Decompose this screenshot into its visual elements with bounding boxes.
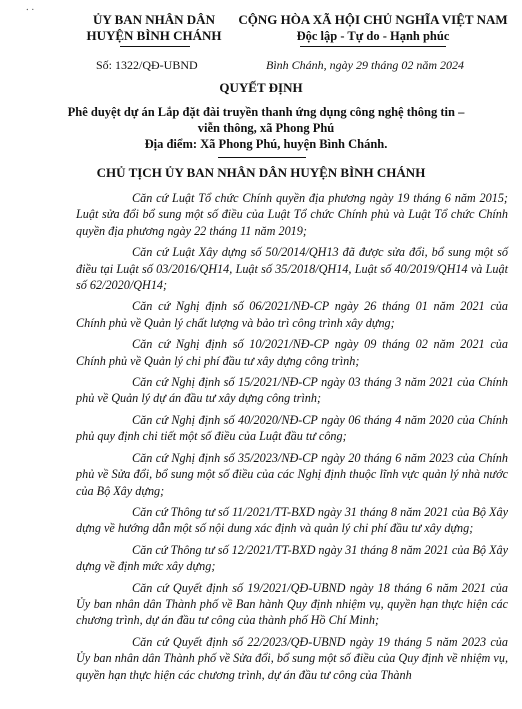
legal-basis-paragraph: Căn cứ Luật Tổ chức Chính quyền địa phương ngày 19 tháng 6 năm 2015; Luật sửa đổi bổ sung một số điều của Luật Tổ chức Chính phủ và Luật Tổ chức Chính quyền địa phương ngày 22 tháng 11 năm 2019; <box>76 191 508 238</box>
subject-line2: viễn thông, xã Phong Phú <box>197 121 335 135</box>
legal-basis-paragraph: Căn cứ Nghị định số 35/2023/NĐ-CP ngày 20 tháng 6 năm 2023 của Chính phủ về Sửa đổi, bổ sung một số điều của các Nghị định thuộc lĩnh vực quản lý nhà nước của Bộ Xây dựng; <box>76 450 508 498</box>
org-line2: HUYỆN BÌNH CHÁNH <box>86 28 222 43</box>
document-subject <box>40 104 492 152</box>
national-motto <box>228 12 518 44</box>
legal-basis-paragraph: Căn cứ Quyết định số 19/2021/QĐ-UBND ngày 18 tháng 6 năm 2021 của Ủy ban nhân dân Thành phố về Ban hành Quy định nhiệm vụ, quyền hạn thực hiện các chương trình, dự án đầu tư công của thành phố Hồ Chí Minh; <box>76 580 508 628</box>
legal-bases <box>76 190 508 688</box>
nation-line1: CỘNG HÒA XÃ HỘI CHỦ NGHĨA VIỆT NAM <box>238 12 508 27</box>
legal-basis-paragraph: Căn cứ Nghị định số 40/2020/NĐ-CP ngày 06 tháng 4 năm 2020 của Chính phủ quy định chi tiết một số điều của Luật đầu tư công; <box>76 412 508 444</box>
document-date: Bình Chánh, ngày 29 tháng 02 năm 2024 <box>266 58 464 72</box>
subject-line3: Địa điểm: Xã Phong Phú, huyện Bình Chánh. <box>144 137 388 151</box>
legal-basis-paragraph: Căn cứ Thông tư số 12/2021/TT-BXD ngày 31 tháng 8 năm 2021 của Bộ Xây dựng về định mức xây dựng; <box>76 542 508 574</box>
nation-line2: Độc lập - Tự do - Hạnh phúc <box>296 29 450 43</box>
org-line1: ỦY BAN NHÂN DÂN <box>93 12 215 27</box>
legal-basis-paragraph: Căn cứ Nghị định số 15/2021/NĐ-CP ngày 03 tháng 3 năm 2021 của Chính phủ về Quản lý dự án đầu tư xây dựng công trình; <box>76 375 508 406</box>
document-title: QUYẾT ĐỊNH <box>219 80 303 95</box>
legal-basis-paragraph: Căn cứ Nghị định số 10/2021/NĐ-CP ngày 09 tháng 02 năm 2021 của Chính phủ về Quản lý chi phí đầu tư xây dựng công trình; <box>76 337 508 368</box>
authority-heading: CHỦ TỊCH ỦY BAN NHÂN DÂN HUYỆN BÌNH CHÁNH <box>96 165 426 180</box>
motto-underline <box>300 46 446 47</box>
subject-line1: Phê duyệt dự án Lắp đặt đài truyền thanh ứng dụng công nghệ thông tin – <box>67 105 465 119</box>
legal-basis-paragraph: Căn cứ Thông tư số 11/2021/TT-BXD ngày 31 tháng 8 năm 2021 của Bộ Xây dựng về hướng dẫn một số nội dung xác định và quản lý chi phí đầu tư xây dựng; <box>76 504 508 536</box>
legal-basis-paragraph: Căn cứ Quyết định số 22/2023/QĐ-UBND ngày 19 tháng 5 năm 2023 của Ủy ban nhân dân Thành phố về Sửa đổi, bổ sung một số điều của Quy định về nhiệm vụ, quyền hạn thực hiện các chương trình, dự án đầu tư công của Thành <box>76 634 508 682</box>
legal-basis-paragraph: Căn cứ Nghị định số 06/2021/NĐ-CP ngày 26 tháng 01 năm 2021 của Chính phủ về Quản lý chất lượng và bảo trì công trình xây dựng; <box>76 299 508 330</box>
legal-basis-paragraph: Căn cứ Luật Xây dựng số 50/2014/QH13 đã được sửa đổi, bổ sung một số điều tại Luật số 03/2016/QH14, Luật số 35/2018/QH14, Luật số 40/2019/QH14 và Luật số 62/2020/QH14; <box>76 245 508 293</box>
scan-mark: ⸱ · <box>26 5 35 16</box>
subject-underline <box>218 157 306 158</box>
org-underline <box>120 46 190 47</box>
document-number: Số: 1322/QĐ-UBND <box>96 58 198 72</box>
issuing-org <box>74 12 234 44</box>
